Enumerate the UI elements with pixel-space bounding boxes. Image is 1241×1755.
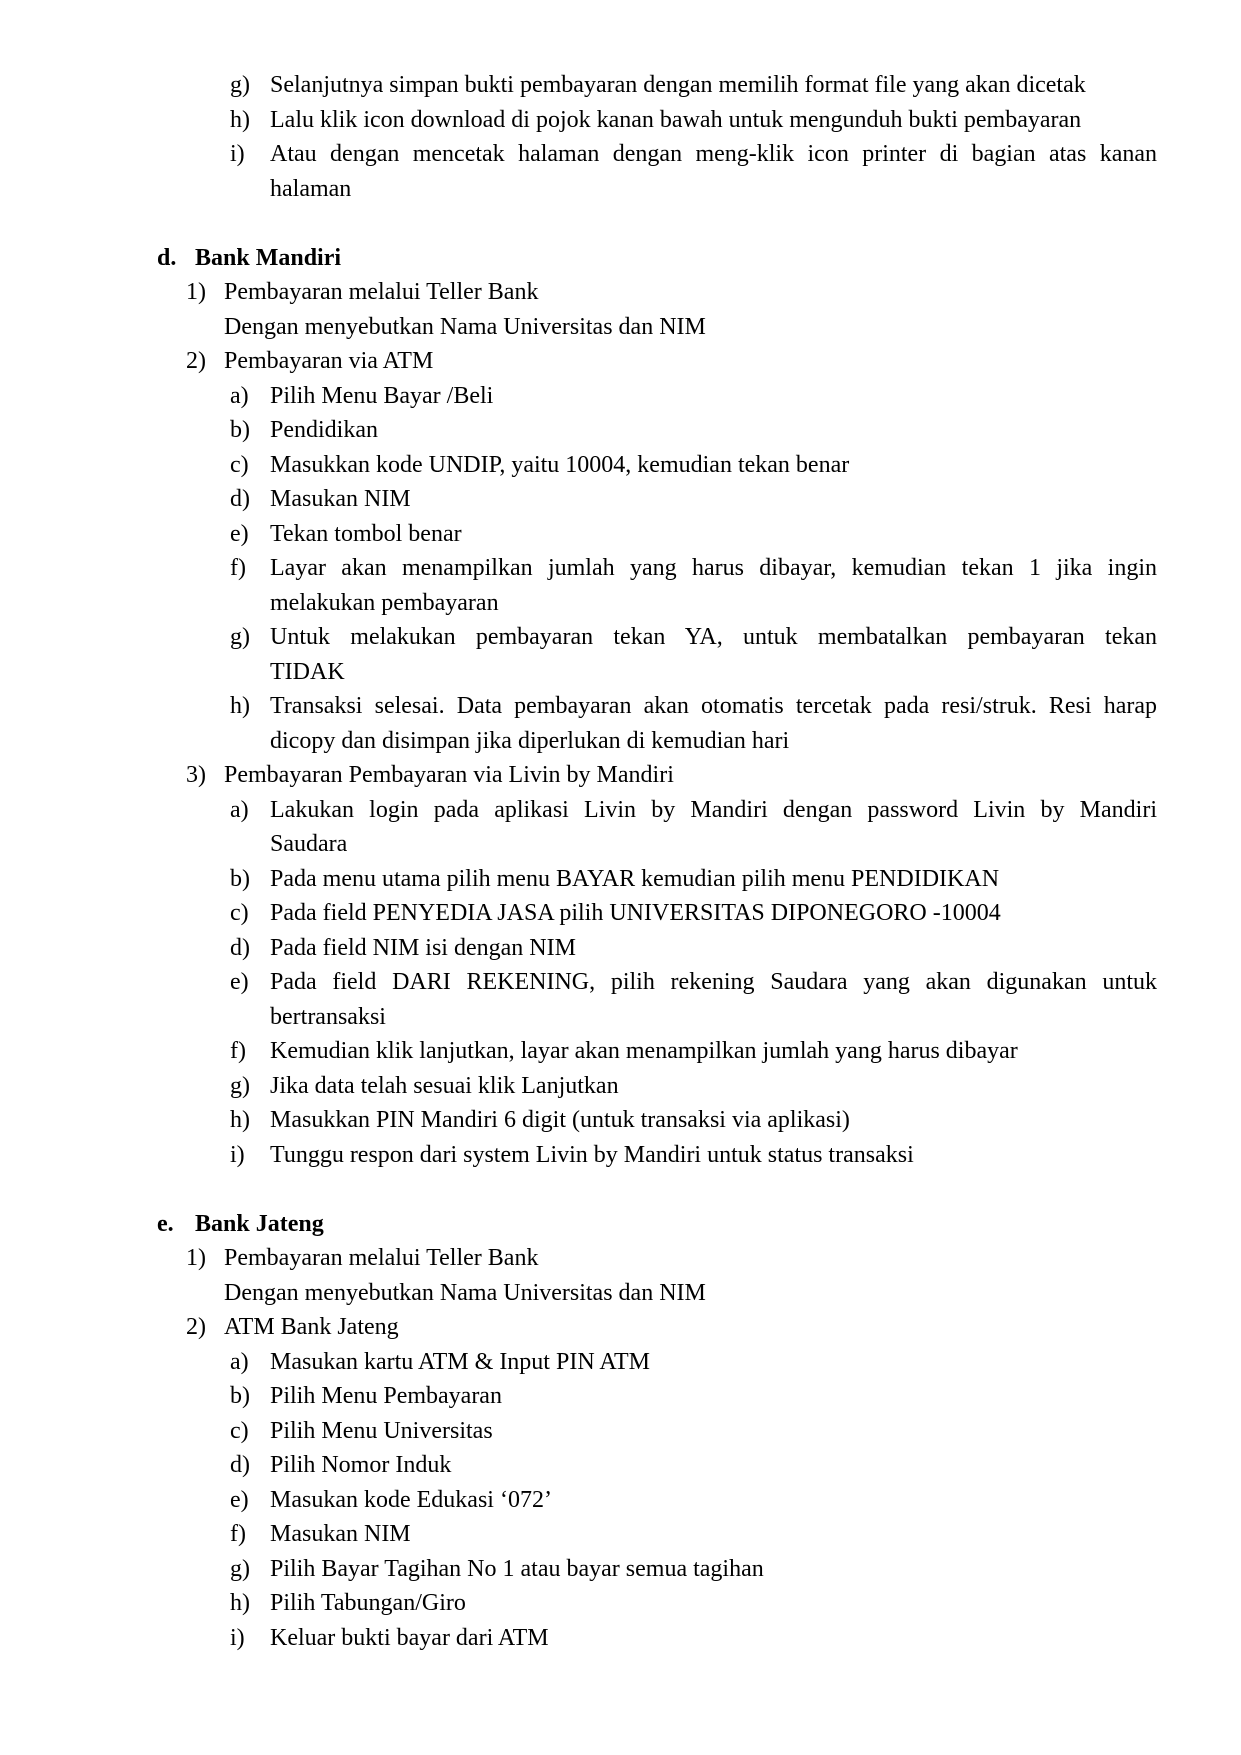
list-item-text: halaman: [270, 175, 352, 202]
list-item-text: Pilih Bayar Tagihan No 1 atau bayar semua tagihan: [270, 1555, 764, 1582]
list-marker: e.: [157, 1210, 174, 1237]
list-marker: c): [230, 451, 249, 478]
list-item-text: Masukkan PIN Mandiri 6 digit (untuk transaksi via aplikasi): [270, 1107, 850, 1133]
list-item-text: Lalu klik icon download di pojok kanan bawah untuk mengunduh bukti pembayaran: [270, 106, 1082, 133]
list-item-text: Pembayaran melalui Teller Bank: [224, 279, 539, 305]
list-marker: 2): [186, 348, 206, 374]
list-item-text: Untuk melakukan pembayaran tekan YA, untuk membatalkan pembayaran tekan: [270, 624, 1157, 650]
livin-step: [0, 965, 1241, 1000]
list-item-text: Pilih Menu Universitas: [270, 1417, 493, 1444]
list-marker: g): [230, 624, 250, 650]
list-item-text: Pilih Tabungan/Giro: [270, 1590, 466, 1616]
list-marker: d): [230, 934, 250, 961]
list-marker: h): [230, 1590, 250, 1616]
list-item-text: Transaksi selesai. Data pembayaran akan otomatis tercetak pada resi/struk. Resi harap: [270, 693, 1157, 719]
list-item-text: melakukan pembayaran: [270, 589, 499, 616]
list-item-text: dicopy dan disimpan jika diperlukan di kemudian hari: [270, 727, 790, 754]
list-marker: f): [230, 1038, 246, 1064]
list-item-text: Pembayaran Pembayaran via Livin by Mandiri: [224, 762, 674, 788]
list-item-text: Masukkan kode UNDIP, yaitu 10004, kemudian tekan benar: [270, 451, 850, 478]
livin-step: [0, 1138, 1241, 1173]
livin-step: [0, 1000, 1241, 1035]
document-content: [0, 68, 1241, 1655]
list-item-text: Pilih Menu Bayar /Beli: [270, 382, 494, 409]
top-list-item: [0, 137, 1241, 172]
list-marker: b): [230, 417, 250, 443]
atm-item: [0, 1310, 1241, 1345]
list-item-text: Tunggu respon dari system Livin by Mandiri untuk status transaksi: [270, 1141, 914, 1168]
note-text: Dengan menyebutkan Nama Universitas dan NIM: [224, 1279, 706, 1306]
list-item-text: Pada field NIM isi dengan NIM: [270, 934, 576, 961]
list-marker: c): [230, 1417, 249, 1444]
list-marker: 3): [186, 762, 206, 788]
list-item-text: Masukan NIM: [270, 1521, 411, 1547]
list-marker: b): [230, 1383, 250, 1409]
list-marker: h): [230, 1107, 250, 1133]
list-item-text: TIDAK: [270, 658, 345, 685]
list-item-text: Pada field PENYEDIA JASA pilih UNIVERSITAS DIPONEGORO -10004: [270, 900, 1001, 926]
livin-step: [0, 1069, 1241, 1104]
list-item-text: Atau dengan mencetak halaman dengan meng-klik icon printer di bagian atas kanan: [270, 141, 1157, 167]
atm-step: [0, 586, 1241, 621]
list-item-text: ATM Bank Jateng: [224, 1314, 399, 1340]
atm-step: [0, 1517, 1241, 1552]
list-item-text: Kemudian klik lanjutkan, layar akan menampilkan jumlah yang harus dibayar: [270, 1038, 1018, 1064]
list-marker: c): [230, 900, 249, 926]
list-item-text: Pilih Menu Pembayaran: [270, 1383, 502, 1409]
list-marker: e): [230, 969, 249, 995]
atm-step: [0, 1552, 1241, 1587]
livin-step: [0, 1103, 1241, 1138]
list-marker: h): [230, 106, 250, 133]
atm-step: [0, 1586, 1241, 1621]
atm-step: [0, 1483, 1241, 1518]
atm-step: [0, 413, 1241, 448]
list-marker: f): [230, 1521, 246, 1547]
list-marker: b): [230, 865, 250, 892]
top-list-item: [0, 68, 1241, 103]
atm-step: [0, 379, 1241, 414]
atm-step: [0, 1448, 1241, 1483]
list-marker: d): [230, 1452, 250, 1478]
livin-step: [0, 793, 1241, 828]
list-item-text: Pada field DARI REKENING, pilih rekening Saudara yang akan digunakan untuk: [270, 969, 1157, 995]
livin-step: [0, 827, 1241, 862]
list-marker: a): [230, 1348, 249, 1375]
list-marker: h): [230, 693, 250, 719]
note-text: Dengan menyebutkan Nama Universitas dan NIM: [224, 313, 706, 340]
atm-step: [0, 724, 1241, 759]
list-item-text: Masukan NIM: [270, 486, 411, 512]
list-marker: i): [230, 141, 245, 167]
bank-jateng-heading: [0, 1207, 1241, 1242]
atm-step: [0, 1621, 1241, 1656]
livin-step: [0, 862, 1241, 897]
list-marker: 2): [186, 1314, 206, 1340]
list-item-text: Selanjutnya simpan bukti pembayaran dengan memilih format file yang akan dicetak: [270, 72, 1086, 98]
list-marker: d): [230, 486, 250, 512]
top-list-item: [0, 103, 1241, 138]
list-item-text: bertransaksi: [270, 1003, 386, 1030]
bank-mandiri-heading: [0, 241, 1241, 276]
list-marker: 1): [186, 279, 206, 305]
list-marker: e): [230, 520, 249, 547]
section-title: Bank Mandiri: [195, 244, 342, 271]
list-item-text: Pendidikan: [270, 417, 378, 443]
list-item-text: Jika data telah sesuai klik Lanjutkan: [270, 1072, 619, 1099]
atm-item: [0, 344, 1241, 379]
list-item-text: Masukan kode Edukasi ‘072’: [270, 1486, 552, 1513]
paragraph-gap: [0, 206, 1241, 241]
list-item-text: Pembayaran melalui Teller Bank: [224, 1245, 539, 1271]
atm-step: [0, 1414, 1241, 1449]
atm-step: [0, 448, 1241, 483]
livin-item: [0, 758, 1241, 793]
list-marker: d.: [157, 244, 177, 271]
paragraph-gap: [0, 1172, 1241, 1207]
teller-note: [0, 310, 1241, 345]
list-marker: a): [230, 796, 249, 823]
list-marker: g): [230, 1555, 250, 1582]
livin-step: [0, 896, 1241, 931]
atm-step: [0, 689, 1241, 724]
atm-step: [0, 517, 1241, 552]
atm-step: [0, 1379, 1241, 1414]
teller-item: [0, 275, 1241, 310]
atm-step: [0, 482, 1241, 517]
livin-step: [0, 1034, 1241, 1069]
list-item-text: Keluar bukti bayar dari ATM: [270, 1624, 549, 1651]
list-item-text: Pilih Nomor Induk: [270, 1452, 452, 1478]
teller-note: [0, 1276, 1241, 1311]
atm-step: [0, 551, 1241, 586]
livin-step: [0, 931, 1241, 966]
list-item-text: Saudara: [270, 831, 348, 857]
list-item-text: Pada menu utama pilih menu BAYAR kemudian pilih menu PENDIDIKAN: [270, 865, 1000, 892]
list-marker: e): [230, 1486, 249, 1513]
atm-step: [0, 620, 1241, 655]
section-title: Bank Jateng: [195, 1210, 324, 1237]
list-item-text: Tekan tombol benar: [270, 520, 462, 547]
list-marker: 1): [186, 1245, 206, 1271]
teller-item: [0, 1241, 1241, 1276]
list-marker: a): [230, 382, 249, 409]
list-item-text: Pembayaran via ATM: [224, 348, 434, 374]
atm-step: [0, 1345, 1241, 1380]
list-marker: i): [230, 1624, 245, 1651]
top-list-item: [0, 172, 1241, 207]
list-marker: f): [230, 555, 246, 581]
list-item-text: Lakukan login pada aplikasi Livin by Mandiri dengan password Livin by Mandiri: [270, 796, 1157, 823]
list-marker: g): [230, 1072, 250, 1099]
list-marker: i): [230, 1141, 245, 1168]
list-marker: g): [230, 72, 250, 98]
atm-step: [0, 655, 1241, 690]
list-item-text: Masukan kartu ATM & Input PIN ATM: [270, 1348, 650, 1375]
list-item-text: Layar akan menampilkan jumlah yang harus dibayar, kemudian tekan 1 jika ingin: [270, 555, 1157, 581]
